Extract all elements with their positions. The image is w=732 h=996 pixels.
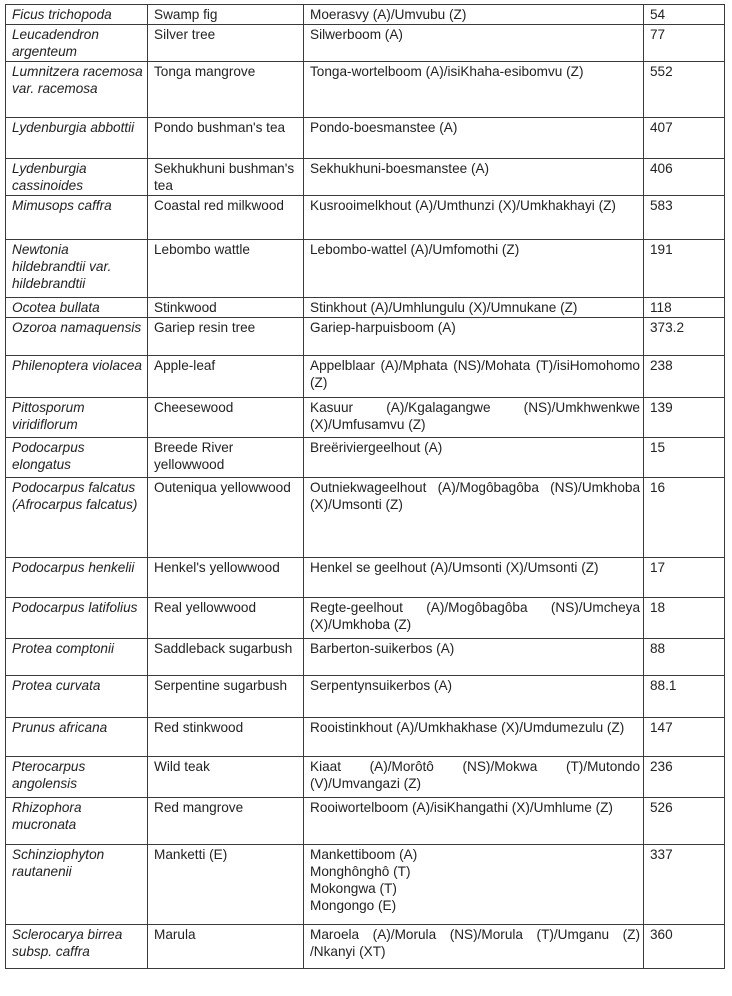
table-row	[6, 118, 725, 159]
scientific-name-cell: Podocarpus henkelii	[6, 558, 148, 598]
other-names-cell: Maroela (A)/Morula (NS)/Morula (T)/Umganu (Z) /Nkanyi (XT)	[304, 925, 644, 969]
other-name-line: Mankettiboom (A)	[310, 847, 418, 862]
tree-number-cell: 406	[644, 159, 725, 196]
other-names-cell: Appelblaar (A)/Mphata (NS)/Mohata (T)/isiHomohomo (Z)	[304, 356, 644, 398]
scientific-name-cell: Sclerocarya birrea subsp. caffra	[6, 925, 148, 969]
scientific-name-cell: Podocarpus falcatus (Afrocarpus falcatus)	[6, 478, 148, 558]
tree-number-cell: 17	[644, 558, 725, 598]
scientific-name-cell: Prunus africana	[6, 718, 148, 757]
table-row	[6, 318, 725, 356]
scientific-name-cell: Mimusops caffra	[6, 196, 148, 240]
other-names-cell: Silwerboom (A)	[304, 25, 644, 62]
table-row	[6, 798, 725, 845]
table-row	[6, 298, 725, 318]
common-name-cell: Silver tree	[148, 25, 304, 62]
scientific-name-cell: Newtonia hildebrandtii var. hildebrandtii	[6, 240, 148, 298]
tree-number-cell: 15	[644, 438, 725, 478]
common-name-cell: Henkel's yellowwood	[148, 558, 304, 598]
species-table-page	[5, 4, 725, 969]
table-row	[6, 478, 725, 558]
common-name-cell: Swamp fig	[148, 5, 304, 25]
other-names-cell: Serpentynsuikerbos (A)	[304, 676, 644, 718]
table-row	[6, 558, 725, 598]
table-row	[6, 62, 725, 118]
scientific-name-cell: Pterocarpus angolensis	[6, 757, 148, 798]
other-names-cell: Tonga-wortelboom (A)/isiKhaha-esibomvu (Z)	[304, 62, 644, 118]
scientific-name-cell: Schinziophyton rautanenii	[6, 845, 148, 925]
common-name-cell: Sekhukhuni bushman's tea	[148, 159, 304, 196]
other-names-cell: Outniekwageelhout (A)/Mogôbagôba (NS)/Umkhoba (X)/Umsonti (Z)	[304, 478, 644, 558]
other-names-cell: Sekhukhuni-boesmanstee (A)	[304, 159, 644, 196]
common-name-cell: Stinkwood	[148, 298, 304, 318]
scientific-name-cell: Podocarpus elongatus	[6, 438, 148, 478]
scientific-name-cell: Ozoroa namaquensis	[6, 318, 148, 356]
other-names-cell: Rooistinkhout (A)/Umkhakhase (X)/Umdumezulu (Z)	[304, 718, 644, 757]
other-names-cell: Gariep-harpuisboom (A)	[304, 318, 644, 356]
common-name-cell: Marula	[148, 925, 304, 969]
scientific-name-cell: Pittosporum viridiflorum	[6, 398, 148, 438]
common-name-cell: Red mangrove	[148, 798, 304, 845]
scientific-name-cell: Rhizophora mucronata	[6, 798, 148, 845]
common-name-cell: Real yellowwood	[148, 598, 304, 639]
tree-number-cell: 236	[644, 757, 725, 798]
other-names-cell: Moerasvy (A)/Umvubu (Z)	[304, 5, 644, 25]
table-row	[6, 676, 725, 718]
scientific-name-cell: Ficus trichopoda	[6, 5, 148, 25]
tree-number-cell: 407	[644, 118, 725, 159]
tree-number-cell: 77	[644, 25, 725, 62]
common-name-cell: Coastal red milkwood	[148, 196, 304, 240]
scientific-name-cell: Lydenburgia cassinoides	[6, 159, 148, 196]
other-name-line: Monghônghô (T)	[310, 864, 411, 879]
scientific-name-cell: Ocotea bullata	[6, 298, 148, 318]
common-name-cell: Lebombo wattle	[148, 240, 304, 298]
tree-number-cell: 360	[644, 925, 725, 969]
table-row	[6, 5, 725, 25]
tree-number-cell: 88.1	[644, 676, 725, 718]
other-name-line: Mongongo (E)	[310, 898, 397, 913]
tree-number-cell: 191	[644, 240, 725, 298]
table-row	[6, 925, 725, 969]
common-name-cell: Outeniqua yellowwood	[148, 478, 304, 558]
scientific-name-cell: Lydenburgia abbottii	[6, 118, 148, 159]
table-row	[6, 639, 725, 676]
other-names-cell	[304, 845, 644, 925]
scientific-name-cell: Protea comptonii	[6, 639, 148, 676]
common-name-cell: Gariep resin tree	[148, 318, 304, 356]
scientific-name-cell: Lumnitzera racemosa var. racemosa	[6, 62, 148, 118]
table-row	[6, 845, 725, 925]
table-row	[6, 718, 725, 757]
other-names-cell: Henkel se geelhout (A)/Umsonti (X)/Umsonti (Z)	[304, 558, 644, 598]
table-row	[6, 598, 725, 639]
common-name-cell: Apple-leaf	[148, 356, 304, 398]
tree-number-cell: 18	[644, 598, 725, 639]
other-names-cell: Breëriviergeelhout (A)	[304, 438, 644, 478]
common-name-cell: Red stinkwood	[148, 718, 304, 757]
tree-number-cell: 238	[644, 356, 725, 398]
common-name-cell: Wild teak	[148, 757, 304, 798]
scientific-name-cell: Leucadendron argenteum	[6, 25, 148, 62]
common-name-cell: Breede River yellowwood	[148, 438, 304, 478]
common-name-cell: Manketti (E)	[148, 845, 304, 925]
tree-number-cell: 139	[644, 398, 725, 438]
table-row	[6, 757, 725, 798]
tree-number-cell: 337	[644, 845, 725, 925]
scientific-name-cell: Podocarpus latifolius	[6, 598, 148, 639]
other-name-line: Mokongwa (T)	[310, 881, 397, 896]
other-names-cell: Lebombo-wattel (A)/Umfomothi (Z)	[304, 240, 644, 298]
other-names-cell: Rooiwortelboom (A)/isiKhangathi (X)/Umhlume (Z)	[304, 798, 644, 845]
tree-number-cell: 526	[644, 798, 725, 845]
tree-number-cell: 16	[644, 478, 725, 558]
table-row	[6, 356, 725, 398]
other-names-cell: Stinkhout (A)/Umhlungulu (X)/Umnukane (Z)	[304, 298, 644, 318]
other-names-cell: Barberton-suikerbos (A)	[304, 639, 644, 676]
common-name-cell: Saddleback sugarbush	[148, 639, 304, 676]
tree-number-cell: 373.2	[644, 318, 725, 356]
other-names-cell: Pondo-boesmanstee (A)	[304, 118, 644, 159]
common-name-cell: Tonga mangrove	[148, 62, 304, 118]
table-row	[6, 159, 725, 196]
table-row	[6, 25, 725, 62]
scientific-name-cell: Protea curvata	[6, 676, 148, 718]
common-name-cell: Serpentine sugarbush	[148, 676, 304, 718]
table-row	[6, 196, 725, 240]
other-names-cell: Regte-geelhout (A)/Mogôbagôba (NS)/Umcheya (X)/Umkhoba (Z)	[304, 598, 644, 639]
table-row	[6, 398, 725, 438]
scientific-name-cell: Philenoptera violacea	[6, 356, 148, 398]
tree-number-cell: 147	[644, 718, 725, 757]
tree-number-cell: 118	[644, 298, 725, 318]
table-row	[6, 438, 725, 478]
common-name-cell: Pondo bushman's tea	[148, 118, 304, 159]
other-names-cell: Kiaat (A)/Morôtô (NS)/Mokwa (T)/Mutondo (V)/Umvangazi (Z)	[304, 757, 644, 798]
common-name-cell: Cheesewood	[148, 398, 304, 438]
tree-number-cell: 583	[644, 196, 725, 240]
tree-number-cell: 54	[644, 5, 725, 25]
other-names-cell: Kusrooimelkhout (A)/Umthunzi (X)/Umkhakhayi (Z)	[304, 196, 644, 240]
tree-number-cell: 552	[644, 62, 725, 118]
other-names-cell: Kasuur (A)/Kgalagangwe (NS)/Umkhwenkwe (X)/Umfusamvu (Z)	[304, 398, 644, 438]
protected-trees-table	[5, 4, 725, 969]
tree-number-cell: 88	[644, 639, 725, 676]
table-row	[6, 240, 725, 298]
